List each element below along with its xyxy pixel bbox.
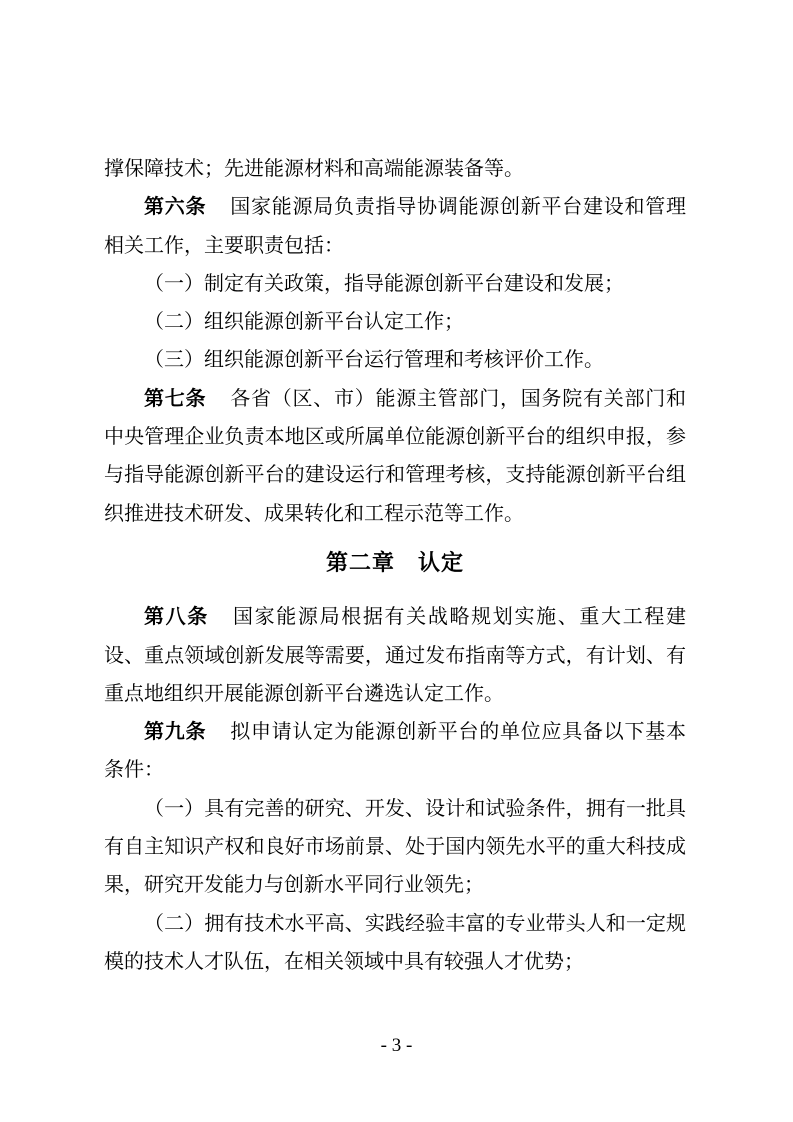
paragraph-text: 国家能源局根据有关战略规划实施、重大工程建设、重点领域创新发展等需要，通过发布指南等方式，有计划、有重点地组织开展能源创新平台遴选认定工作。 — [104, 604, 687, 705]
paragraph — [104, 379, 686, 532]
paragraph-text: 撑保障技术；先进能源材料和高端能源装备等。 — [104, 156, 524, 180]
chapter-heading: 第二章 认定 — [325, 550, 464, 576]
paragraph — [104, 597, 686, 712]
paragraph — [104, 264, 686, 302]
paragraph-text: 国家能源局负责指导协调能源创新平台建设和管理相关工作，主要职责包括： — [104, 194, 686, 257]
paragraph — [104, 302, 686, 340]
paragraph-text: （二）组织能源创新平台认定工作； — [144, 309, 464, 334]
paragraph-text: （三）组织能源创新平台运行管理和考核评价工作。 — [144, 347, 604, 372]
page-footer — [0, 1034, 793, 1058]
paragraph-text: 各省（区、市）能源主管部门，国务院有关部门和中央管理企业负责本地区或所属单位能源创新平台的组织申报，参与指导能源创新平台的建设运行和管理考核，支持能源创新平台组织推进技术研发、成果转化和工程示范等工作。 — [104, 385, 686, 525]
paragraph-text: （二）拥有技术水平高、实践经验丰富的专业带头人和一定规模的技术人才队伍，在相关领域中具有较强人才优势； — [104, 910, 686, 973]
paragraph — [104, 340, 686, 378]
article-number: 第六条 — [144, 194, 207, 219]
paragraph — [104, 149, 686, 187]
paragraph — [104, 904, 686, 981]
document-body — [104, 149, 686, 980]
article-number: 第九条 — [144, 719, 207, 744]
paragraph — [104, 712, 686, 789]
article-number: 第八条 — [144, 604, 209, 629]
page-number: - 3 - — [380, 1035, 413, 1056]
article-number: 第七条 — [144, 385, 207, 410]
paragraph — [104, 789, 686, 904]
paragraph-text: （一）具有完善的研究、开发、设计和试验条件，拥有一批具有自主知识产权和良好市场前景、处于国内领先水平的重大科技成果，研究开发能力与创新水平同行业领先； — [104, 795, 686, 897]
paragraph-text: （一）制定有关政策，指导能源创新平台建设和发展； — [144, 270, 624, 295]
paragraph-text: 拟申请认定为能源创新平台的单位应具备以下基本条件： — [104, 719, 686, 782]
paragraph — [104, 187, 686, 264]
